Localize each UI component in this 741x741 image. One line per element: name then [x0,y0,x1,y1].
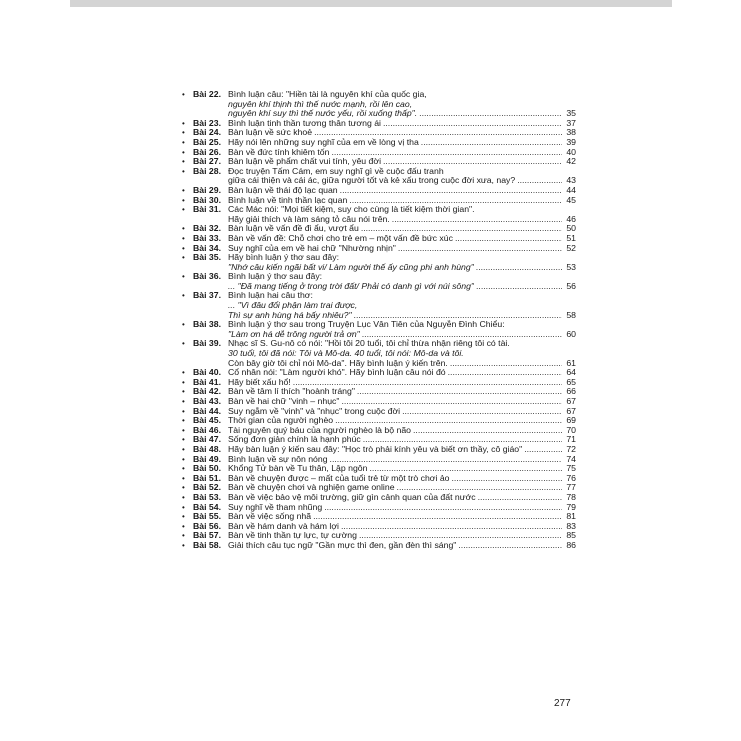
entry-text: nguyên khí suy thì thế nước yếu, rồi xuống thấp". [228,109,418,119]
bullet-icon: • [182,435,185,445]
entry-text: Nhạc sĩ S. Gu-nô có nói: "Hồi tôi 20 tuổi, tôi chỉ thừa nhận riêng tôi có tài. [228,339,510,349]
toc-entry [182,445,576,455]
leader-dots [476,263,562,273]
leader-dots [448,368,562,378]
leader-dots [331,148,562,158]
entry-text: Bình luận tinh thần tương thân tương ái [228,118,381,128]
entry-page-number: 64 [566,367,576,378]
entry-text: Bàn về việc bảo vệ môi trường, giữ gìn cảnh quan của đất nước [228,492,476,502]
entry-page-number: 69 [566,415,576,426]
entry-text: Bình luận ý thơ sau đây: [228,272,323,282]
entry-text: Suy ngẫm về "vinh" và "nhục" trong cuộc đời [228,406,401,416]
entry-label: Bài 43. [193,396,222,406]
entry-line [228,167,576,177]
entry-page-number: 58 [566,309,576,320]
entry-line [228,445,576,455]
entry-text: Khổng Tử bàn về Tu thân, Lập ngôn [228,464,368,474]
toc-entry [182,493,576,503]
entry-text: Bàn luận về sức khoẻ [228,128,313,138]
entry-text: Cổ nhân nói: "Làm người khó". Hãy bình luận câu nói đó [228,368,446,378]
leader-dots [421,138,562,148]
toc-entry [182,272,576,291]
leader-dots [363,435,562,445]
entry-line [228,138,576,148]
leader-dots [524,445,562,455]
entry-line [228,397,576,407]
entry-line [228,301,576,311]
entry-page-number: 77 [566,482,576,493]
entry-page-number: 67 [566,396,576,406]
bullet-icon: • [182,291,185,301]
entry-line [228,263,576,273]
entry-text: "Làm ơn há dễ trông người trả ơn" [228,329,360,339]
toc-entry [182,119,576,129]
entry-page-number: 81 [566,511,576,522]
entry-text: 30 tuổi, tôi đã nói: Tôi và Mô-da. 40 tuổi, tôi nói: Mô-da và tôi. [228,349,464,359]
entry-page-number: 66 [566,386,576,397]
leader-dots [402,407,562,417]
leader-dots [369,464,562,474]
entry-text: Bàn về chuyện được – mất của tuổi trẻ từ một trò chơi ảo [228,473,450,483]
entry-line [228,205,576,215]
entry-label: Bài 22. [193,89,222,99]
entry-page-number: 75 [566,463,576,474]
entry-page-number: 46 [566,213,576,224]
bullet-icon: • [182,339,185,349]
entry-page-number: 70 [566,424,576,435]
leader-dots [340,186,562,196]
bullet-icon: • [182,147,185,157]
leader-dots [314,128,562,138]
entry-label: Bài 55. [193,511,222,522]
entry-line [228,368,576,378]
entry-label: Bài 33. [193,232,222,243]
entry-line [228,186,576,196]
bullet-icon: • [182,454,185,464]
entry-text: Bàn về hai chữ "vinh – nhục" [228,397,340,406]
toc-entry [182,186,576,196]
toc-entry [182,167,576,186]
toc-entry [182,435,576,445]
entry-text: Đọc truyện Tấm Cám, em suy nghĩ gì về cuộc đấu tranh [228,166,444,176]
bullet-icon: • [182,118,185,128]
entry-page-number: 78 [566,491,576,502]
entry-label: Bài 39. [193,338,222,349]
toc-entry [182,157,576,167]
toc-entry [182,253,576,272]
bullet-icon: • [182,464,185,474]
entry-label: Bài 31. [193,204,222,215]
entry-page-number: 71 [566,434,576,445]
entry-text: "Nhớ câu kiến ngãi bất vi/ Làm người thế ấy cũng phi anh hùng" [228,262,474,272]
leader-dots [397,483,562,493]
entry-page-number: 72 [566,443,576,454]
leader-dots [361,224,562,234]
entry-line [228,416,576,426]
entry-label: Bài 25. [193,136,222,147]
bullet-icon: • [182,502,185,512]
entry-page-number: 61 [566,357,576,368]
bullet-icon: • [182,157,185,167]
entry-text: Hãy giải thích và làm sáng tỏ câu nói trên. [228,214,390,224]
leader-dots [362,330,562,340]
bullet-icon: • [182,531,185,541]
bullet-icon: • [182,444,185,454]
bullet-icon: • [182,243,185,253]
entry-label: Bài 44. [193,405,222,416]
entry-page-number: 56 [566,280,576,291]
entry-line [228,157,576,167]
entry-line [228,378,576,388]
entry-label: Bài 51. [193,472,222,483]
leader-dots [517,176,562,186]
entry-text: Bàn luận về phẩm chất vui tính, yêu đời [228,157,381,167]
toc-entry [182,205,576,224]
entry-line [228,291,576,301]
leader-dots [330,455,562,465]
toc-entry [182,416,576,426]
entry-page-number: 45 [566,194,576,205]
entry-label: Bài 47. [193,434,222,445]
entry-page-number: 76 [566,472,576,483]
entry-label: Bài 28. [193,165,222,176]
entry-page-number: 37 [566,117,576,128]
toc-entry [182,464,576,474]
entry-line [228,387,576,397]
entry-label: Bài 36. [193,271,222,282]
entry-label: Bài 57. [193,530,222,541]
entry-line [228,435,576,445]
leader-dots [383,157,562,167]
toc-entry [182,196,576,206]
entry-line [228,493,576,503]
toc-entry [182,455,576,465]
entry-label: Bài 48. [193,443,222,454]
entry-text: Suy nghĩ về tham nhũng [228,502,323,512]
entry-text: Hãy biết xấu hổ! [228,377,291,387]
toc-entry [182,90,576,119]
leader-dots [392,215,562,225]
entry-text: Bàn về đức tính khiêm tốn [228,147,330,157]
entry-line [228,128,576,138]
entry-label: Bài 58. [193,539,222,550]
bullet-icon: • [182,425,185,435]
entry-page-number: 39 [566,136,576,147]
leader-dots [357,387,562,397]
entry-text: Bàn về tinh thần tự lực, tự cường [228,531,357,541]
bullet-icon: • [182,387,185,397]
toc-entry [182,483,576,493]
entry-label: Bài 37. [193,290,222,301]
toc-entry [182,541,576,551]
entry-label: Bài 32. [193,223,222,234]
entry-text: Bàn về chuyện chơi và nghiện game online [228,483,395,493]
toc-entry [182,339,576,368]
entry-text: nguyên khí thịnh thì thế nước mạnh, rồi lên cao, [228,99,413,109]
entry-line [228,503,576,513]
entry-line [228,119,576,129]
toc-entry [182,234,576,244]
toc-entry [182,397,576,407]
entry-line [228,320,576,330]
entry-line [228,224,576,234]
leader-dots [476,282,562,292]
entry-page-number: 35 [566,108,576,119]
leader-dots [313,512,562,522]
bullet-icon: • [182,368,185,378]
entry-text: Hãy bàn luận ý kiến sau đây: "Học trò phải kính yêu và biết ơn thầy, cô giáo" [228,444,523,454]
leader-dots [478,493,562,503]
entry-text: Suy nghĩ của em về hai chữ "Nhường nhịn" [228,243,396,253]
bullet-icon: • [182,377,185,387]
entry-line [228,426,576,436]
bullet-icon: • [182,128,185,138]
toc-entry [182,387,576,397]
entry-text: Sống đơn giản chính là hạnh phúc [228,435,361,445]
entry-label: Bài 23. [193,117,222,128]
entry-line [228,90,576,100]
entry-page-number: 85 [566,530,576,541]
entry-line [228,407,576,417]
bullet-icon: • [182,483,185,493]
bullet-icon: • [182,397,185,406]
entry-page-number: 50 [566,223,576,234]
bullet-icon: • [182,521,185,531]
leader-dots [398,244,562,254]
entry-text: Bình luận hai câu thơ: [228,291,313,301]
entry-page-number: 52 [566,242,576,253]
entry-line [228,339,576,349]
entry-line [228,196,576,206]
entry-text: Tài nguyên quý báu của người nghèo là bộ não [228,425,411,435]
leader-dots [354,311,562,321]
entry-line [228,512,576,522]
bullet-icon: • [182,195,185,205]
entry-text: ... "Vì đâu đổi phận làm trai được, [228,301,358,311]
top-gray-bar [70,0,672,7]
entry-line [228,311,576,321]
entry-line [228,474,576,484]
entry-text: Hãy bình luận ý thơ sau đây: [228,253,339,263]
entry-line [228,148,576,158]
entry-line [228,244,576,254]
entry-label: Bài 50. [193,463,222,474]
entry-line [228,234,576,244]
entry-label: Bài 29. [193,184,222,195]
entry-line [228,330,576,340]
entry-page-number: 86 [566,539,576,550]
entry-text: Bàn luận về vấn đề đi ẩu, vượt ẩu [228,224,359,234]
entry-line [228,359,576,369]
entry-text: Bình luận câu: "Hiền tài là nguyên khí của quốc gia, [228,90,427,99]
entry-line [228,531,576,541]
entry-label: Bài 45. [193,415,222,426]
entry-line [228,522,576,532]
entry-label: Bài 30. [193,194,222,205]
bullet-icon: • [182,473,185,483]
toc-entry [182,320,576,339]
page-number: 277 [554,698,571,709]
leader-dots [413,426,562,436]
toc-entry [182,522,576,532]
bullet-icon: • [182,492,185,502]
entry-label: Bài 40. [193,367,222,378]
entry-text: Giải thích câu tục ngữ "Gần mực thì đen, gần đèn thì sáng" [228,540,457,550]
entry-label: Bài 24. [193,127,222,138]
toc-entry [182,128,576,138]
entry-page-number: 53 [566,261,576,272]
leader-dots [324,503,562,513]
entry-label: Bài 46. [193,424,222,435]
leader-dots [455,234,562,244]
toc-entry [182,426,576,436]
entry-label: Bài 27. [193,156,222,167]
toc-entry [182,291,576,320]
leader-dots [458,541,562,551]
leader-dots [450,359,562,369]
entry-text: Thời gian của người nghèo [228,416,334,426]
entry-text: Bình luận về sự nôn nóng [228,454,328,464]
entry-text: Bàn về tâm lí thích "hoành tráng" [228,387,355,397]
entry-label: Bài 26. [193,146,222,157]
bullet-icon: • [182,540,185,550]
entry-label: Bài 34. [193,242,222,253]
entry-page-number: 74 [566,453,576,464]
toc-entry [182,531,576,541]
entry-line [228,483,576,493]
leader-dots [341,397,562,407]
bullet-icon: • [182,272,185,282]
entry-text: Bàn về việc sống nhã [228,512,312,522]
leader-dots [349,196,562,206]
entry-label: Bài 41. [193,376,222,387]
entry-text: Hãy nói lên những suy nghĩ của em về lòng vị tha [228,137,419,147]
toc-entry [182,138,576,148]
entry-line [228,109,576,119]
toc-entry [182,512,576,522]
toc-entry [182,503,576,513]
bullet-icon: • [182,512,185,522]
bullet-icon: • [182,90,185,99]
leader-dots [452,474,563,484]
entry-page-number: 79 [566,501,576,512]
leader-dots [359,531,562,541]
entry-text: ... "Đã mang tiếng ở trong trời đất/ Phải có danh gì với núi sông" [228,281,474,291]
entry-line [228,100,576,110]
bullet-icon: • [182,416,185,426]
toc-entry [182,474,576,484]
entry-text: giữa cái thiện và cái ác, giữa người tốt và kẻ xấu trong cuộc đời xưa, nay? [228,176,516,186]
entry-label: Bài 52. [193,482,222,493]
entry-text: Bàn luận về thái độ lạc quan [228,185,338,195]
bullet-icon: • [182,137,185,147]
bullet-icon: • [182,406,185,416]
entry-line [228,215,576,225]
bullet-icon: • [182,233,185,243]
entry-page-number: 40 [566,146,576,157]
entry-text: Thì sự anh hùng há bấy nhiêu?" [228,310,352,320]
table-of-contents [182,90,576,551]
entry-text: Bàn về vấn đề: Chỗ chơi cho trẻ em – một vấn đề bức xúc [228,233,453,243]
bullet-icon: • [182,205,185,215]
toc-entry [182,244,576,254]
leader-dots [293,378,562,388]
entry-line [228,272,576,282]
leader-dots [419,109,562,119]
entry-line [228,282,576,292]
entry-text: Bình luận ý thơ sau trong Truyện Lục Vân Tiên của Nguyễn Đình Chiểu: [228,320,505,330]
toc-entry [182,148,576,158]
entry-page-number: 38 [566,127,576,138]
entry-label: Bài 38. [193,319,222,330]
entry-label: Bài 56. [193,520,222,531]
toc-entry [182,224,576,234]
entry-line [228,349,576,359]
entry-line [228,455,576,465]
entry-text: Các Mác nói: "Mọi tiết kiệm, suy cho cùng là tiết kiệm thời gian". [228,205,475,215]
toc-entry [182,368,576,378]
bullet-icon: • [182,320,185,330]
entry-page-number: 51 [566,232,576,243]
entry-page-number: 60 [566,328,576,339]
entry-page-number: 67 [566,405,576,416]
entry-label: Bài 35. [193,252,222,263]
entry-text: Còn bây giờ tôi chỉ nói Mô-da". Hãy bình luận ý kiến trên. [228,358,448,368]
entry-label: Bài 42. [193,386,222,397]
entry-line [228,253,576,263]
leader-dots [341,522,562,532]
toc-entry [182,407,576,417]
entry-page-number: 44 [566,184,576,195]
entry-page-number: 42 [566,156,576,167]
entry-label: Bài 49. [193,453,222,464]
bullet-icon: • [182,224,185,234]
leader-dots [383,119,562,129]
leader-dots [335,416,562,426]
entry-page-number: 65 [566,376,576,387]
entry-label: Bài 53. [193,491,222,502]
bullet-icon: • [182,185,185,195]
entry-text: Bình luận về tinh thần lạc quan [228,195,348,205]
entry-text: Bàn về hám danh và hám lợi [228,521,339,531]
entry-label: Bài 54. [193,501,222,512]
entry-page-number: 83 [566,520,576,531]
bullet-icon: • [182,253,185,263]
entry-line [228,176,576,186]
entry-line [228,464,576,474]
entry-page-number: 43 [566,175,576,186]
bullet-icon: • [182,166,185,176]
toc-entry [182,378,576,388]
entry-line [228,541,576,551]
